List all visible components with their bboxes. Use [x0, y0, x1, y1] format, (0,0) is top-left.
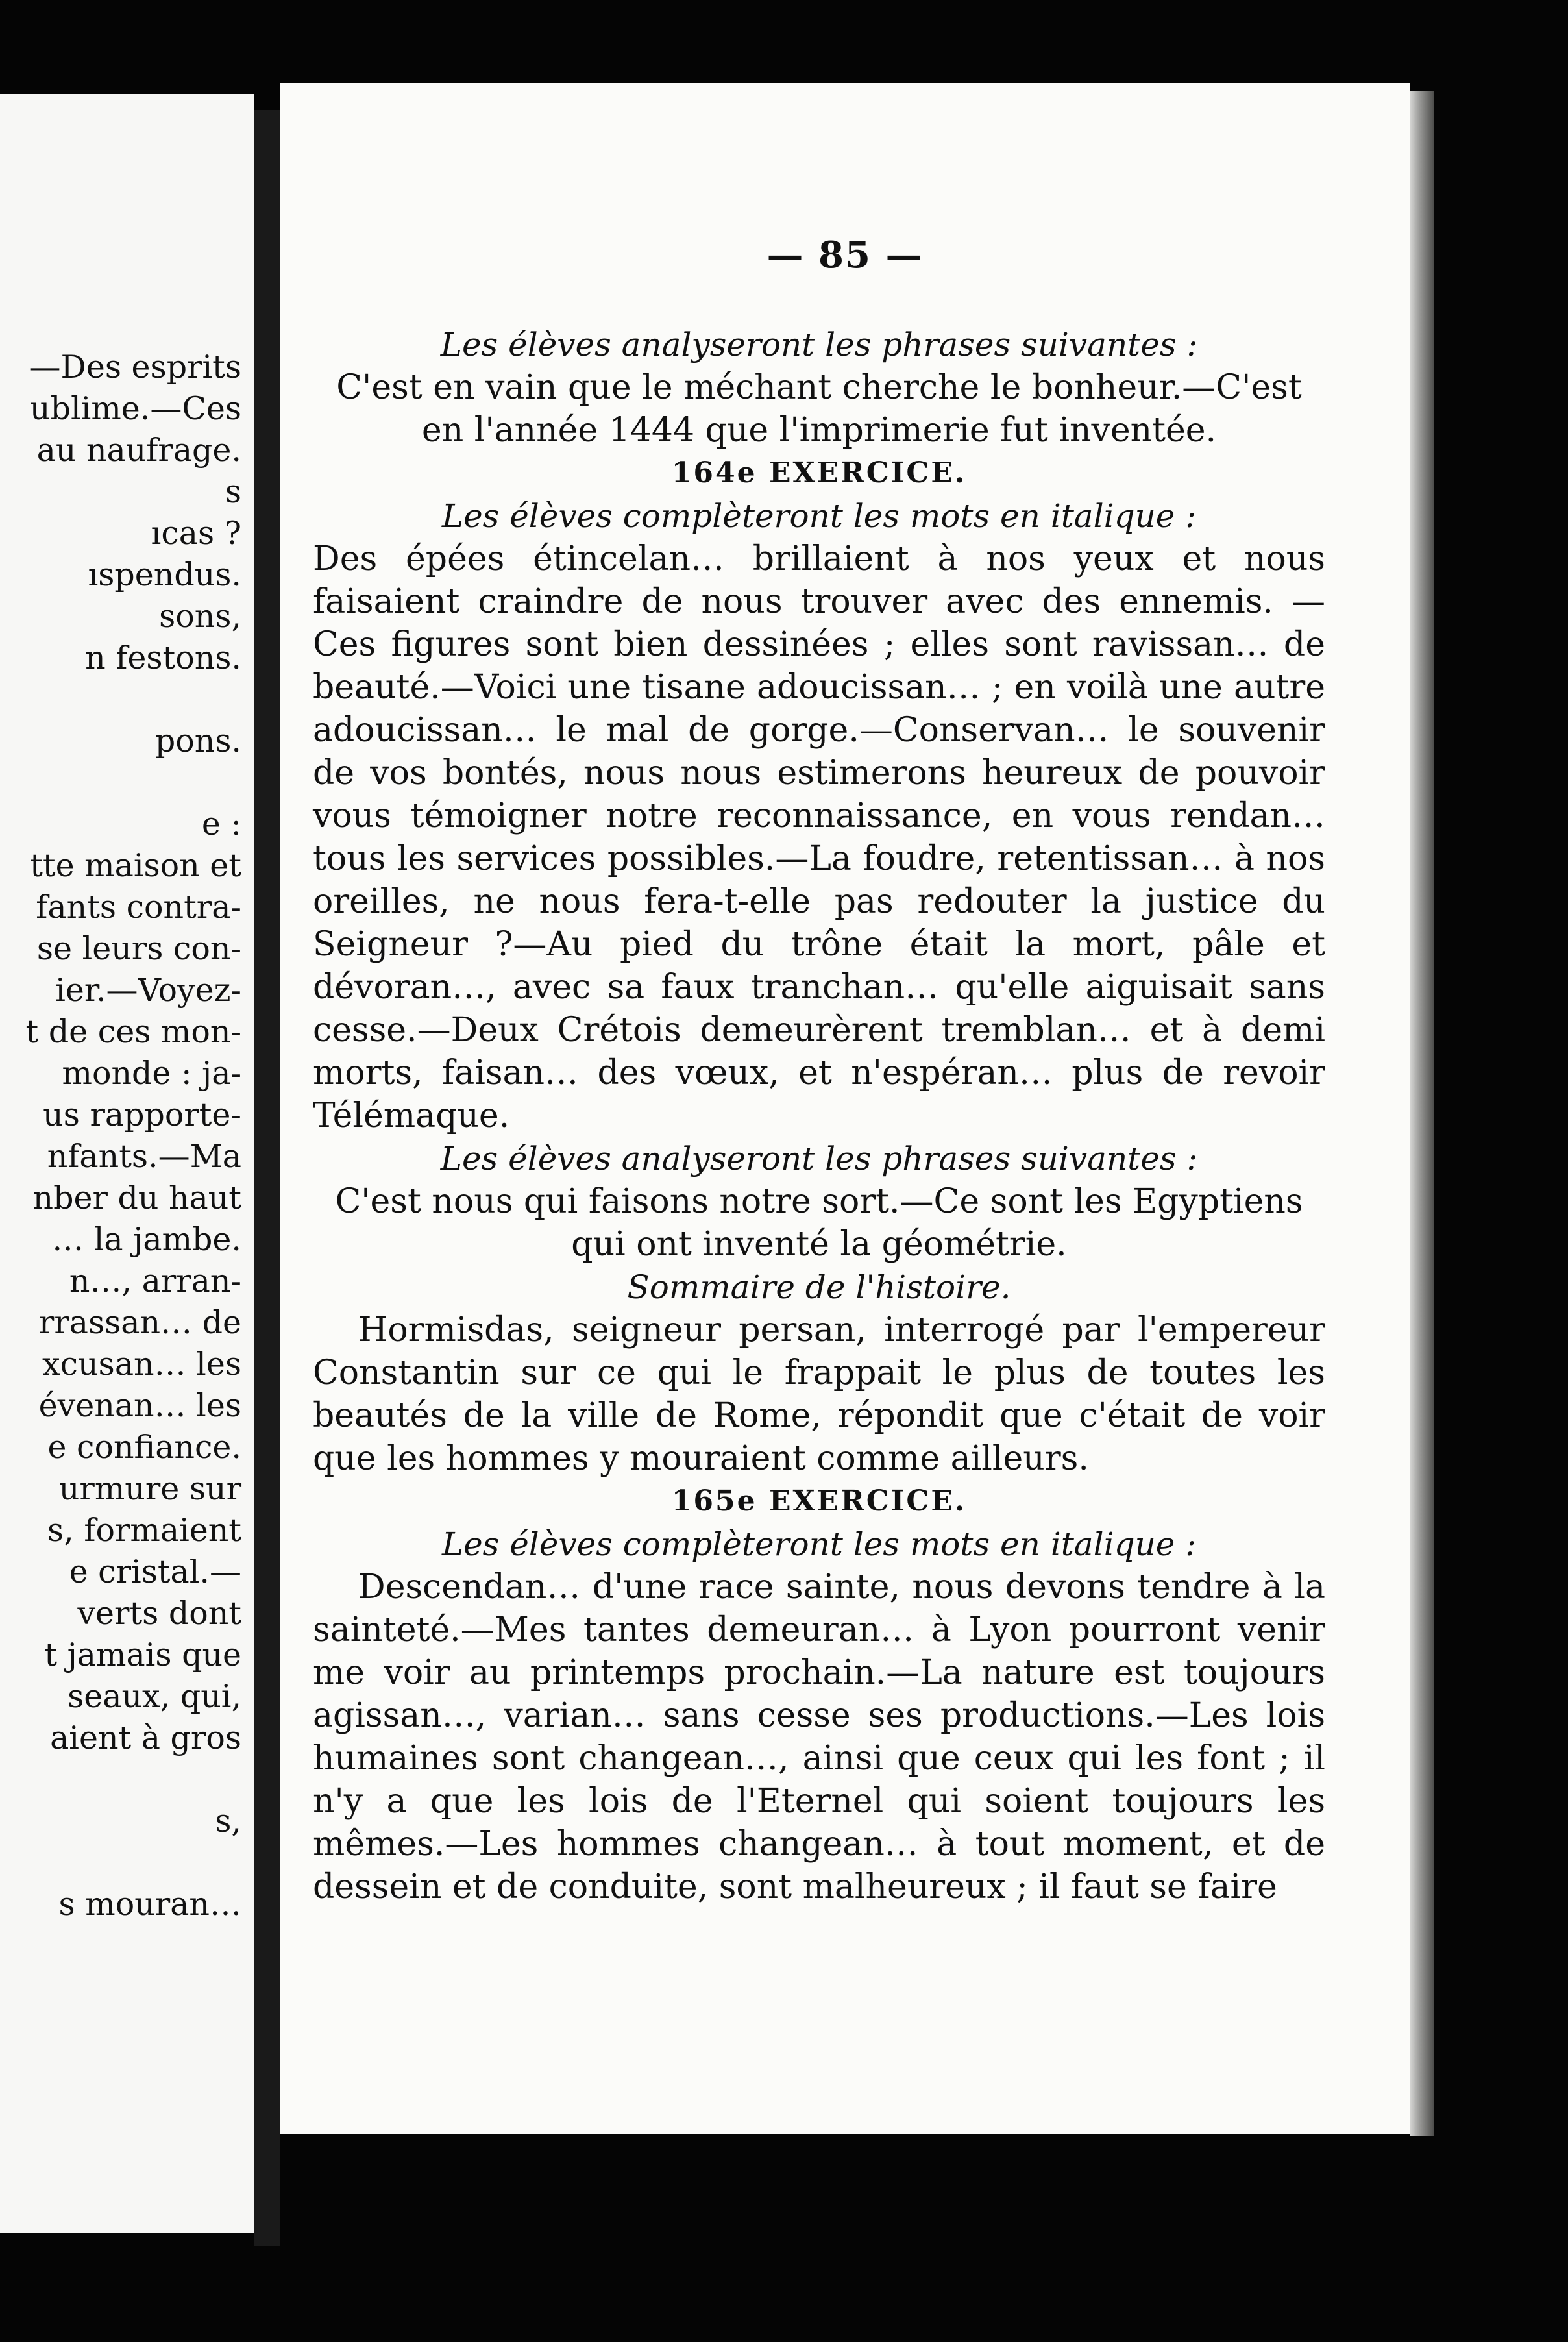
page-number: — 85 — [766, 234, 924, 277]
exercise-heading-164: 164e EXERCICE. [671, 456, 967, 489]
left-page-line: s, formaient [47, 1512, 241, 1549]
left-page-line: seaux, qui, [67, 1678, 241, 1715]
left-page-line: s, [215, 1803, 241, 1840]
left-page-line: ıcas ? [151, 515, 241, 552]
left-page-line: e : [201, 806, 241, 843]
left-page-line: xcusan… les [42, 1346, 241, 1383]
book-gutter [254, 110, 280, 2246]
left-page-line: ıspendus. [88, 556, 241, 593]
left-page-line: … la jambe. [52, 1221, 241, 1258]
page-body [313, 323, 1325, 1908]
left-page-line: t jamais que [44, 1636, 241, 1673]
left-page-line: fants contra- [36, 889, 241, 926]
left-page-line: aient à gros [50, 1720, 241, 1757]
left-page-line: ier.—Voyez- [55, 972, 241, 1009]
paragraph-exercise-165: Descendan… d'une race sainte, nous devons tendre à la sainteté.—Mes tantes demeuran… à Lyon pourront venir me voir au printemps prochain.—La nature est toujours agissan…, varian… sans cesse ses productions.—Les lois humaines sont changean…, ainsi que ceux qui les font ; il n'y a que les lois de l'Eternel qui soient toujours les mêmes.—Les hommes changean… à tout moment, et de dessein et de conduite, sont malheureux ; il faut se faire [313, 1568, 1325, 1906]
instruction-analyse-2: Les élèves analyseront les phrases suivantes : [440, 1140, 1198, 1177]
left-page-line: ublime.—Ces [30, 390, 241, 427]
left-page-line: tte maison et [30, 847, 241, 884]
left-page-line: verts dont [77, 1595, 241, 1632]
right-page [280, 83, 1410, 2134]
left-page-line: s [225, 473, 241, 510]
instruction-analyse-1: Les élèves analyseront les phrases suivantes : [440, 326, 1198, 364]
left-page-line: évenan… les [38, 1387, 241, 1424]
left-page-line: au naufrage. [36, 432, 241, 469]
paragraph-exercise-164: Des épées étincelan… brillaient à nos yeux et nous faisaient craindre de nous trouver avec des ennemis. —Ces figures sont bien dessinées ; elles sont ravissan… de beauté.—Voici une tisane adoucissan… ; en voilà une autre adoucissan… le mal de gorge.—Conservan… le souvenir de vos bontés, nous nous estimerons heureux de pouvoir vous témoigner notre reconnaissance, en vous rendan… tous les services possibles.—La foudre, retentissan… à nos oreilles, ne nous fera-t-elle pas redouter la justice du Seigneur ?—Au pied du trône était la mort, pâle et dévoran…, avec sa faux tranchan… qu'elle aiguisait sans cesse.—Deux Crétois demeurèrent tremblan… et à demi morts, faisan… des vœux, et n'espéran… plus de revoir Télémaque. [313, 539, 1325, 1135]
left-page-line: e confiance. [47, 1429, 241, 1466]
paragraph-analyse-1: C'est en vain que le méchant cherche le bonheur.—C'est en l'année 1444 que l'imprimerie fut inventée. [336, 368, 1302, 450]
left-page-line: n…, arran- [69, 1263, 241, 1300]
left-page-line: nfants.—Ma [47, 1138, 241, 1175]
left-page-line: e cristal.— [69, 1553, 241, 1590]
exercise-heading-165: 165e EXERCICE. [671, 1485, 967, 1518]
left-page-line: pons. [154, 722, 241, 759]
left-page-line: se leurs con- [36, 930, 241, 967]
paragraph-summary: Hormisdas, seigneur persan, interrogé par l'empereur Constantin sur ce qui le frappait le plus de toutes les beautés de la ville de Rome, répondit que c'était de voir que les hommes y mouraient comme ailleurs. [313, 1311, 1325, 1478]
left-page-line: monde : ja- [62, 1055, 241, 1092]
left-page-line: rrassan… de [38, 1304, 241, 1341]
left-page [0, 94, 254, 2233]
left-page-line: sons, [159, 598, 241, 635]
page-edge [1410, 91, 1434, 2136]
instruction-complete-1: Les élèves complèteront les mots en italique : [441, 497, 1197, 535]
left-page-line: urmure sur [58, 1470, 241, 1507]
paragraph-analyse-2: C'est nous qui faisons notre sort.—Ce sont les Egyptiens qui ont inventé la géométrie. [335, 1182, 1303, 1264]
left-page-line: t de ces mon- [25, 1013, 241, 1050]
summary-title: Sommaire de l'histoire. [627, 1268, 1011, 1306]
left-page-line: s mouran… [58, 1886, 241, 1923]
left-page-line: us rapporte- [43, 1096, 241, 1133]
left-page-line: nber du haut [32, 1179, 241, 1216]
instruction-complete-2: Les élèves complèteront les mots en italique : [441, 1525, 1197, 1563]
left-page-line: n festons. [85, 639, 241, 676]
left-page-line: —Des esprits [29, 349, 241, 386]
